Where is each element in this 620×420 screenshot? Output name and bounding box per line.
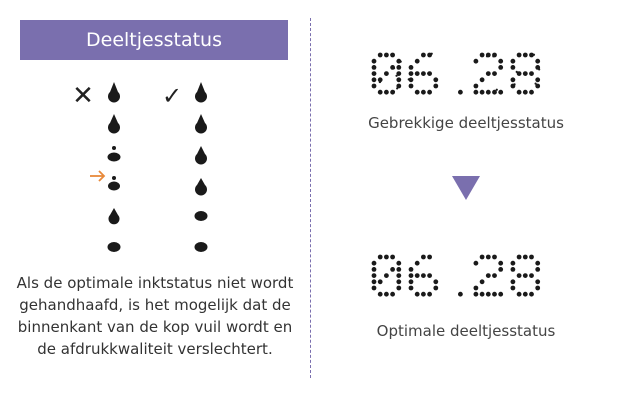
print-dot: [480, 53, 485, 58]
print-dot: [458, 292, 463, 297]
print-dot: [511, 65, 516, 70]
print-dot: [517, 255, 522, 260]
print-dot: [372, 279, 377, 284]
print-dot: [523, 273, 528, 278]
print-dot: [529, 90, 534, 95]
droplet-icon: [109, 208, 120, 224]
print-dot: [511, 286, 516, 291]
print-dot: [523, 255, 528, 260]
print-dot: [421, 273, 426, 278]
print-dot: [535, 286, 540, 291]
print-dot: [415, 273, 420, 278]
print-dot: [480, 255, 485, 260]
print-dot: [390, 267, 395, 272]
print-dot: [396, 267, 401, 272]
print-dot: [474, 286, 479, 291]
arrow-right-icon: [90, 171, 104, 181]
satellite-dot: [492, 55, 494, 57]
print-dot: [409, 273, 414, 278]
print-dot: [409, 84, 414, 89]
satellite-dot: [480, 92, 482, 94]
print-dot: [480, 292, 485, 297]
print-dot: [372, 84, 377, 89]
print-dot: [492, 71, 497, 76]
print-dot: [486, 71, 491, 76]
print-dot: [378, 90, 383, 95]
satellite-dot: [410, 72, 412, 74]
print-dot: [396, 261, 401, 266]
print-dot: [517, 292, 522, 297]
print-dot: [523, 53, 528, 58]
print-dot: [517, 53, 522, 58]
print-dot: [535, 77, 540, 82]
print-dot: [384, 292, 389, 297]
print-dot: [498, 65, 503, 70]
satellite-dot: [535, 83, 537, 85]
print-dot: [421, 255, 426, 260]
print-dot: [415, 59, 420, 64]
print-dot: [474, 261, 479, 266]
explanation-text: Als de optimale inktstatus niet wordt gehandhaafd, is het mogelijk dat de binnenkant van de kop vuil wordt en de afdrukkwaliteit verslechtert.: [16, 274, 294, 358]
print-dot: [372, 286, 377, 291]
satellite-dot: [427, 72, 429, 74]
print-dot: [523, 71, 528, 76]
print-dot: [421, 71, 426, 76]
satellite-dot: [386, 72, 388, 74]
print-dot: [427, 90, 432, 95]
print-dot: [474, 59, 479, 64]
dashed-divider: [310, 18, 311, 378]
droplet-icon: [195, 178, 207, 195]
print-dot: [474, 292, 479, 297]
satellite-dot: [416, 91, 418, 93]
print-dot: [529, 273, 534, 278]
print-dot: [421, 53, 426, 58]
check-icon: ✓: [161, 82, 183, 110]
print-dot: [415, 261, 420, 266]
print-dot: [409, 286, 414, 291]
droplet-icon: [108, 82, 120, 102]
satellite-dot: [408, 78, 410, 80]
print-dot: [529, 71, 534, 76]
print-dot: [384, 273, 389, 278]
print-dot: [421, 90, 426, 95]
droplet-icon: [108, 182, 120, 191]
print-dot: [517, 90, 522, 95]
print-dot: [433, 77, 438, 82]
print-dot: [511, 261, 516, 266]
print-dot: [415, 292, 420, 297]
print-dot: [517, 273, 522, 278]
print-dot: [409, 267, 414, 272]
satellite-dot: [397, 79, 399, 81]
satellite-dot: [486, 55, 488, 57]
satellite-dot: [474, 90, 476, 92]
print-dot: [384, 53, 389, 58]
print-dot: [390, 292, 395, 297]
print-dot: [486, 292, 491, 297]
droplet-icon: [108, 153, 121, 162]
satellite-dot: [538, 68, 540, 70]
print-dot: [415, 71, 420, 76]
droplet-icon: [108, 114, 120, 133]
print-dot: [396, 279, 401, 284]
print-dot: [378, 255, 383, 260]
print-dot: [511, 59, 516, 64]
print-dot: [396, 273, 401, 278]
droplet-icon: [195, 114, 207, 133]
print-dot: [523, 90, 528, 95]
satellite-dot: [398, 65, 400, 67]
print-dot: [529, 292, 534, 297]
droplet-icon: [195, 242, 208, 252]
print-dot: [433, 279, 438, 284]
print-dot: [384, 255, 389, 260]
print-dot: [372, 59, 377, 64]
print-dot: [511, 77, 516, 82]
droplet-diagram: [0, 0, 310, 270]
print-dot: [535, 279, 540, 284]
print-dot: [372, 65, 377, 70]
print-dot: [378, 292, 383, 297]
droplet-icon: [108, 242, 121, 252]
print-dot: [433, 286, 438, 291]
print-dot: [396, 286, 401, 291]
satellite-dot: [400, 61, 402, 63]
print-dot: [498, 59, 503, 64]
print-dot: [474, 84, 479, 89]
satellite-dot: [379, 81, 381, 83]
print-dot: [427, 292, 432, 297]
print-dot: [409, 65, 414, 70]
panel-title-text: Deeltjesstatus: [86, 29, 222, 51]
print-dot: [486, 255, 491, 260]
print-dot: [372, 267, 377, 272]
print-dot: [529, 255, 534, 260]
print-dot: [458, 90, 463, 95]
print-dot: [378, 53, 383, 58]
print-dot: [498, 292, 503, 297]
satellite-dot: [395, 75, 397, 77]
satellite-dot: [393, 90, 395, 92]
print-dot: [486, 273, 491, 278]
print-dot: [427, 255, 432, 260]
droplet-icon: [195, 211, 208, 221]
satellite-dot: [112, 176, 116, 180]
optimal-status-label: Optimale deeltjesstatus: [376, 322, 556, 340]
print-dot: [498, 90, 503, 95]
satellite-dot: [396, 87, 398, 89]
cross-icon: ✕: [72, 81, 94, 111]
print-dot: [378, 279, 383, 284]
print-dot: [492, 255, 497, 260]
print-dot: [480, 77, 485, 82]
print-dot: [492, 292, 497, 297]
satellite-dot: [386, 90, 388, 92]
print-dot: [498, 261, 503, 266]
print-dot: [372, 261, 377, 266]
satellite-dot: [112, 146, 116, 150]
satellite-dot: [390, 54, 392, 56]
print-dot: [492, 273, 497, 278]
print-dot: [421, 292, 426, 297]
print-dot: [427, 273, 432, 278]
arrow-down-icon: [452, 176, 480, 200]
print-dot: [390, 255, 395, 260]
print-dot: [523, 292, 528, 297]
print-dot: [480, 279, 485, 284]
satellite-dot: [513, 83, 515, 85]
satellite-dot: [516, 71, 518, 73]
defective-status-label: Gebrekkige deeltjesstatus: [368, 114, 564, 132]
optimal-print-sample: [368, 252, 568, 300]
print-result-panel: [312, 0, 620, 420]
satellite-dot: [496, 89, 498, 91]
print-dot: [511, 267, 516, 272]
satellite-dot: [533, 54, 535, 56]
print-dot: [498, 267, 503, 272]
print-dot: [372, 71, 377, 76]
satellite-dot: [393, 67, 395, 69]
droplet-icon: [195, 82, 207, 102]
print-dot: [535, 261, 540, 266]
print-dot: [535, 267, 540, 272]
print-dot: [511, 279, 516, 284]
print-dot: [535, 59, 540, 64]
print-dot: [433, 84, 438, 89]
defective-print-sample: [368, 50, 568, 98]
print-dot: [486, 90, 491, 95]
print-dot: [372, 77, 377, 82]
droplet-icon: [195, 146, 207, 164]
satellite-dot: [431, 53, 433, 55]
print-dot: [372, 273, 377, 278]
print-dot: [409, 279, 414, 284]
